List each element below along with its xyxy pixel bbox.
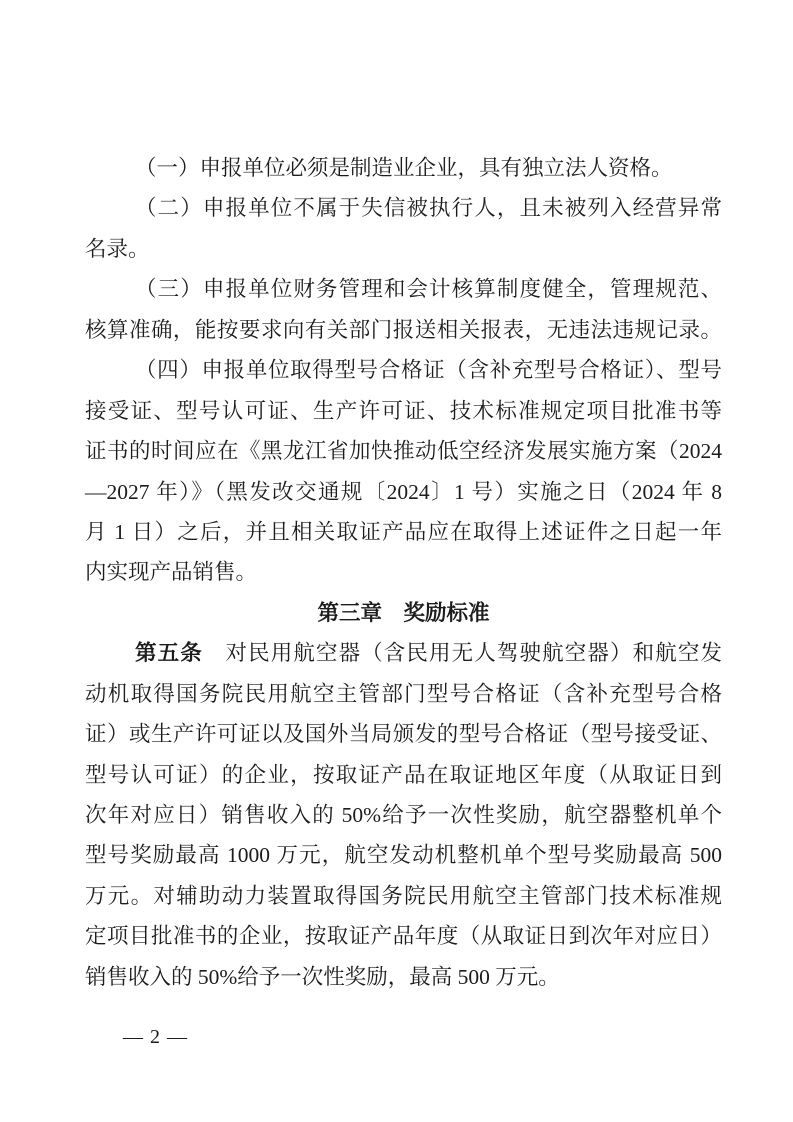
text-line: [85, 350, 722, 390]
text-run: 月 1 日）之后，并且相关取证产品应在取得上述证件之日起一年: [85, 519, 722, 544]
text-line: [85, 916, 722, 956]
text-run: 动机取得国务院民用航空主管部门型号合格证（含补充型号合格: [85, 681, 722, 706]
text-run: 证书的时间应在《黑龙江省加快推动低空经济发展实施方案（2024: [85, 439, 722, 464]
document-body: [85, 148, 722, 997]
text-line: [85, 148, 722, 188]
text-line: [85, 472, 722, 512]
text-run: —2027 年）》（黑发改交通规〔2024〕1 号）实施之日（2024 年 8: [85, 479, 722, 504]
text-line: [85, 835, 722, 875]
text-line: [85, 552, 722, 592]
text-line: [85, 188, 722, 228]
text-run: 内实现产品销售。: [85, 560, 258, 585]
text-line: [85, 674, 722, 714]
text-line: [85, 512, 722, 552]
text-run: 对民用航空器（含民用无人驾驶航空器）和航空发: [202, 641, 722, 666]
text-run: 核算准确，能按要求向有关部门报送相关报表，无违法违规记录。: [85, 317, 722, 342]
text-run: 证）或生产许可证以及国外当局颁发的型号合格证（型号接受证、: [85, 722, 722, 747]
text-line: [85, 269, 722, 309]
text-run: 第三章 奖励标准: [317, 600, 490, 625]
text-line: [85, 431, 722, 471]
section-heading: [85, 593, 722, 633]
text-line: [85, 714, 722, 754]
text-run: 定项目批准书的企业，按取证产品年度（从取证日到次年对应日）: [85, 924, 722, 949]
text-line: [85, 876, 722, 916]
text-run: （四）申报单位取得型号合格证（含补充型号合格证）、型号: [135, 358, 722, 383]
text-line: [85, 229, 722, 269]
text-run: （二）申报单位不属于失信被执行人，且未被列入经营异常: [135, 196, 722, 221]
text-line: [85, 391, 722, 431]
text-line: [85, 755, 722, 795]
text-line: [85, 633, 722, 673]
page-number: — 2 —: [123, 1026, 188, 1048]
text-run: 接受证、型号认可证、生产许可证、技术标准规定项目批准书等: [85, 398, 722, 423]
text-run: 次年对应日）销售收入的 50%给予一次性奖励，航空器整机单个: [85, 803, 722, 827]
text-run: 型号奖励最高 1000 万元，航空发动机整机单个型号奖励最高 500: [85, 843, 722, 868]
text-run: （三）申报单位财务管理和会计核算制度健全，管理规范、: [135, 277, 722, 302]
text-run: 型号认可证）的企业，按取证产品在取证地区年度（从取证日到: [85, 762, 722, 787]
text-run: 万元。对辅助动力装置取得国务院民用航空主管部门技术标准规: [85, 883, 722, 908]
text-line: [85, 795, 722, 835]
text-run: 销售收入的 50%给予一次性奖励，最高 500 万元。: [85, 964, 560, 989]
text-line: [85, 957, 722, 997]
text-run: （一）申报单位必须是制造业企业，具有独立法人资格。: [135, 156, 673, 180]
article-number-bold: 第五条: [135, 641, 203, 666]
text-line: [85, 310, 722, 350]
text-run: 名录。: [85, 236, 150, 261]
